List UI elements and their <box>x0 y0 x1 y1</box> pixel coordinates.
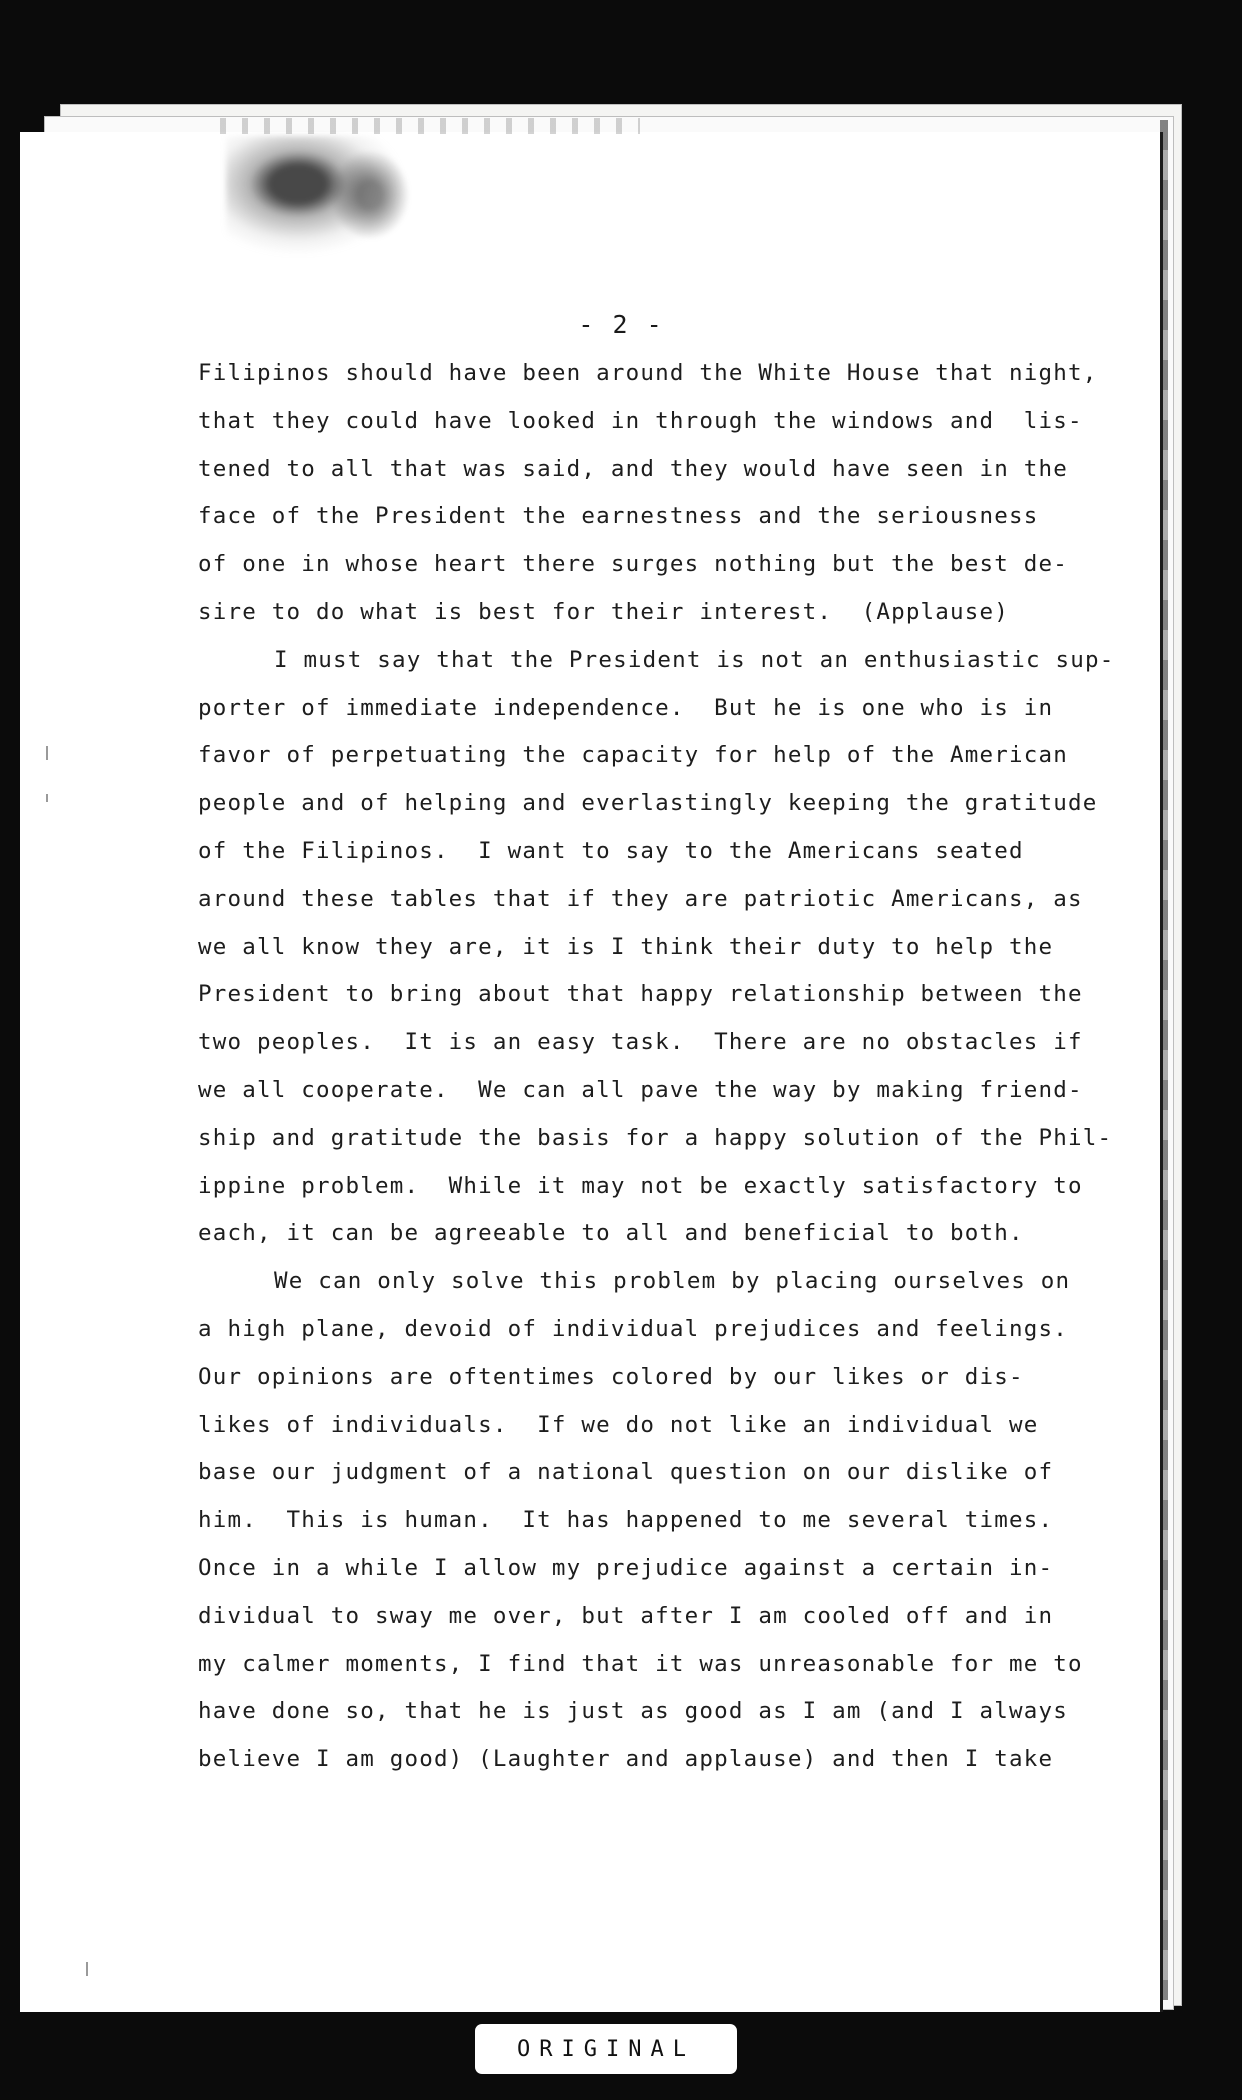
text-line: tened to all that was said, and they would have seen in the <box>198 455 1069 482</box>
margin-mark <box>86 1962 88 1976</box>
text-line: we all cooperate. We can all pave the way by making friend- <box>198 1076 1083 1103</box>
text-line: President to bring about that happy relationship between the <box>198 981 1083 1008</box>
text-line: have done so, that he is just as good as I am (and I always <box>198 1698 1069 1725</box>
text-line: Our opinions are oftentimes colored by our likes or dis- <box>198 1363 1024 1390</box>
ink-smudge-secondary <box>330 150 410 240</box>
margin-mark <box>46 746 48 760</box>
text-line: around these tables that if they are patriotic Americans, as <box>198 885 1083 912</box>
text-line: a high plane, devoid of individual prejudices and feelings. <box>198 1315 1069 1342</box>
text-line: favor of perpetuating the capacity for help of the American <box>198 742 1069 769</box>
text-line: face of the President the earnestness and the seriousness <box>198 503 1039 530</box>
text-line: each, it can be agreeable to all and beneficial to both. <box>198 1220 1024 1247</box>
text-line: we all know they are, it is I think their duty to help the <box>198 933 1054 960</box>
text-line: him. This is human. It has happened to me several times. <box>198 1507 1054 1534</box>
text-line: ship and gratitude the basis for a happy solution of the Phil- <box>198 1124 1113 1151</box>
text-line: porter of immediate independence. But he is one who is in <box>198 694 1054 721</box>
text-line: Once in a while I allow my prejudice against a certain in- <box>198 1554 1054 1581</box>
text-line: that they could have looked in through the windows and lis- <box>198 407 1083 434</box>
faint-top-marks <box>220 118 640 134</box>
page-number: - 2 - <box>578 310 664 339</box>
text-line: I must say that the President is not an enthusiastic sup- <box>274 646 1115 673</box>
text-line: my calmer moments, I find that it was unreasonable for me to <box>198 1650 1083 1677</box>
text-line: believe I am good) (Laughter and applause) and then I take <box>198 1746 1054 1773</box>
text-line: sire to do what is best for their interest. (Applause) <box>198 598 1010 625</box>
text-line: two peoples. It is an easy task. There are no obstacles if <box>198 1029 1083 1056</box>
text-line: We can only solve this problem by placing ourselves on <box>274 1268 1071 1295</box>
text-line: likes of individuals. If we do not like an individual we <box>198 1411 1039 1438</box>
text-line: ippine problem. While it may not be exactly satisfactory to <box>198 1172 1083 1199</box>
original-stamp: ORIGINAL <box>475 2024 737 2074</box>
text-line: people and of helping and everlastingly keeping the gratitude <box>198 790 1098 817</box>
text-line: of one in whose heart there surges nothing but the best de- <box>198 551 1069 578</box>
text-line: Filipinos should have been around the White House that night, <box>198 360 1098 386</box>
text-line: of the Filipinos. I want to say to the Americans seated <box>198 837 1024 864</box>
body-text <box>198 350 1115 1784</box>
margin-mark <box>46 794 48 802</box>
text-line: base our judgment of a national question on our dislike of <box>198 1459 1054 1486</box>
text-line: dividual to sway me over, but after I am cooled off and in <box>198 1602 1054 1629</box>
